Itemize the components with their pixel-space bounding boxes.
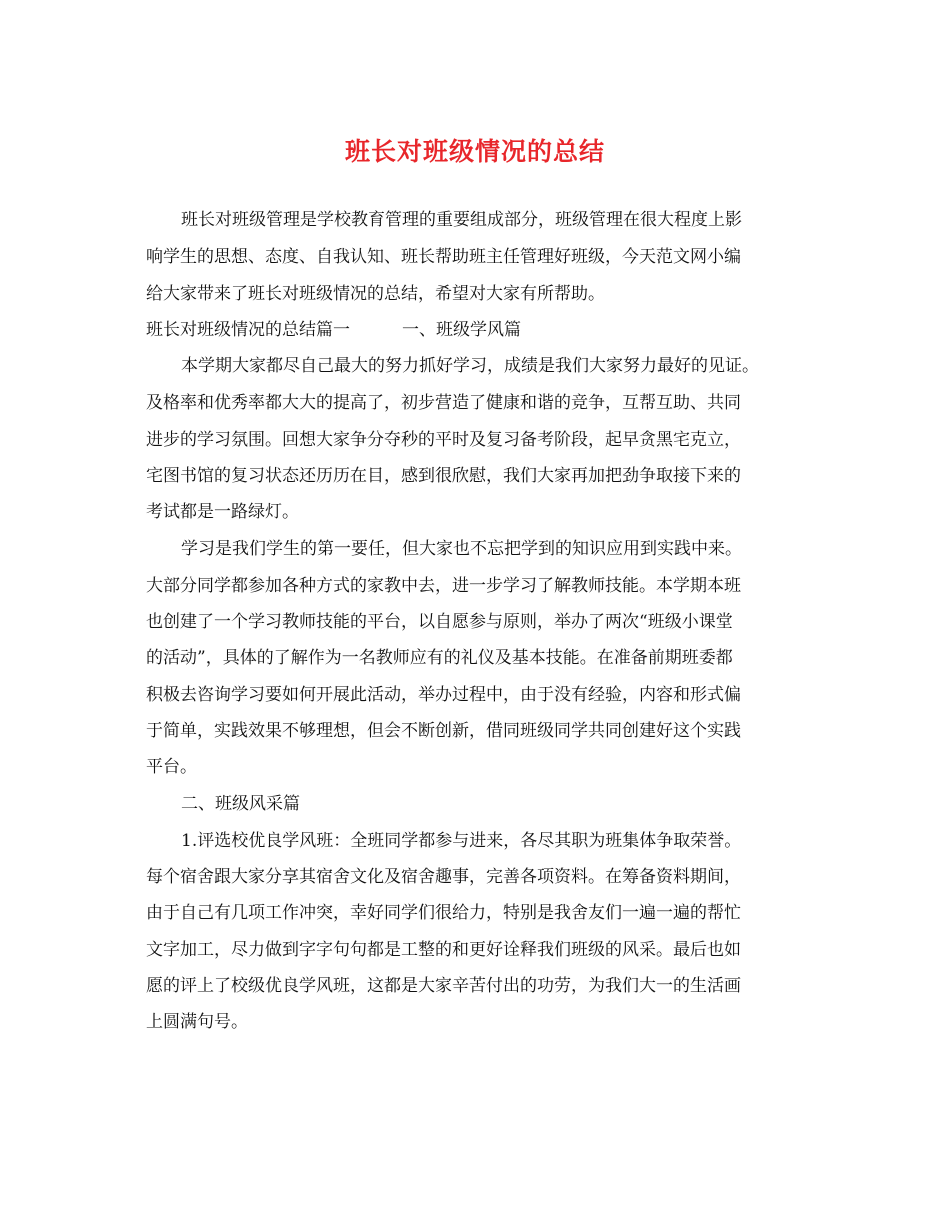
paragraph-line: 于简单，实践效果不够理想，但会不断创新，借同班级同学共同创建好这个实践 bbox=[146, 721, 741, 741]
paragraph-line: 由于自己有几项工作冲突，幸好同学们很给力，特别是我舍友们一遍一遍的帮忙 bbox=[146, 903, 741, 923]
paragraph-line: 平台。 bbox=[146, 757, 197, 777]
paragraph-line: 学习是我们学生的第一要任，但大家也不忘把学到的知识应用到实践中来。 bbox=[181, 539, 742, 559]
paragraph-line: 宅图书馆的复习状态还历历在目，感到很欣慰，我们大家再加把劲争取接下来的 bbox=[146, 466, 741, 486]
paragraph-line: 及格率和优秀率都大大的提高了，初步营造了健康和谐的竞争，互帮互助、共同 bbox=[146, 393, 741, 413]
paragraph-line: 大部分同学都参加各种方式的家教中去，进一步学习了解教师技能。本学期本班 bbox=[146, 576, 741, 596]
paragraph-line: 也创建了一个学习教师技能的平台，以自愿参与原则，举办了两次“班级小课堂 bbox=[146, 612, 733, 632]
subtitle: 班长对班级情况的总结篇一 bbox=[146, 320, 350, 340]
section-heading: 一、班级学风篇 bbox=[402, 320, 521, 340]
paragraph-line: 给大家带来了班长对班级情况的总结，希望对大家有所帮助。 bbox=[146, 284, 605, 304]
section-heading: 二、班级风采篇 bbox=[181, 794, 300, 814]
paragraph-line: 本学期大家都尽自己最大的努力抓好学习，成绩是我们大家努力最好的见证。 bbox=[181, 356, 759, 376]
section-heading-line bbox=[146, 318, 521, 342]
paragraph-line: 文字加工，尽力做到字字句句都是工整的和更好诠释我们班级的风采。最后也如 bbox=[146, 940, 741, 960]
paragraph-line: 每个宿舍跟大家分享其宿舍文化及宿舍趣事，完善各项资料。在筹备资料期间， bbox=[146, 867, 741, 887]
paragraph-line: 进步的学习氛围。回想大家争分夺秒的平时及复习备考阶段，起早贪黑宅克立， bbox=[146, 430, 741, 450]
paragraph-line: 班长对班级管理是学校教育管理的重要组成部分，班级管理在很大程度上影 bbox=[181, 210, 742, 230]
paragraph-line: 上圆满句号。 bbox=[146, 1012, 248, 1032]
paragraph-line: 愿的评上了校级优良学风班，这都是大家辛苦付出的功劳，为我们大一的生活画 bbox=[146, 976, 741, 996]
document-title: 班长对班级情况的总结 bbox=[344, 137, 605, 166]
paragraph-line: 考试都是一路绿灯。 bbox=[146, 502, 299, 522]
paragraph-line: 积极去咨询学习要如何开展此活动，举办过程中，由于没有经验，内容和形式偏 bbox=[146, 685, 741, 705]
paragraph-line: 1.评选校优良学风班：全班同学都参与进来，各尽其职为班集体争取荣誉。 bbox=[181, 831, 742, 851]
paragraph-line: 的活动”，具体的了解作为一名教师应有的礼仪及基本技能。在准备前期班委都 bbox=[146, 648, 733, 668]
paragraph-line: 响学生的思想、态度、自我认知、班长帮助班主任管理好班级，今天范文网小编 bbox=[146, 247, 741, 267]
